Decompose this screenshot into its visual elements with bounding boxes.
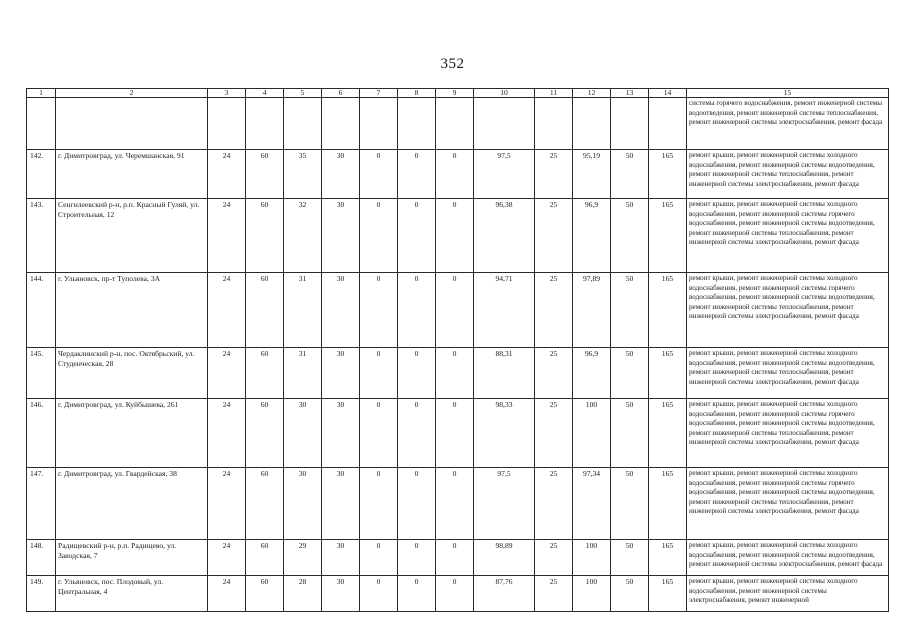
cell-c14: 165	[649, 273, 687, 348]
cell-c10: 98,89	[474, 540, 535, 576]
cell-address: г. Димитровград, ул. Черемшанская, 91	[56, 150, 208, 199]
cell-c13: 50	[611, 399, 649, 468]
cell-c3: 24	[208, 199, 246, 273]
cell-address: Чердаклинский р-н, пос. Октябрьский, ул. Студенческая, 28	[56, 348, 208, 399]
cell-c4: 60	[246, 468, 284, 540]
cell-c9: 0	[436, 468, 474, 540]
cell-c6: 30	[322, 150, 360, 199]
cell-c10: 94,71	[474, 273, 535, 348]
cell-c11: 25	[535, 199, 573, 273]
table-row	[27, 468, 889, 540]
cell-c8: 0	[398, 399, 436, 468]
cell-c11: 25	[535, 348, 573, 399]
cell-c12: 100	[573, 540, 611, 576]
cell-c3: 24	[208, 576, 246, 612]
cell-c4: 60	[246, 273, 284, 348]
column-header-9: 9	[436, 89, 474, 98]
cell-c6: 30	[322, 540, 360, 576]
table-row	[27, 150, 889, 199]
cell-c12: 100	[573, 576, 611, 612]
cell-c8: 0	[398, 348, 436, 399]
cell-c12: 96,9	[573, 348, 611, 399]
column-header-12: 12	[573, 89, 611, 98]
cell-work: ремонт крыши, ремонт инженерной системы холодного водоснабжения, ремонт инженерной системы водоотведения, ремонт инженерной системы теплоснабжения, ремонт инженерной системы электроснабжения, ремонт фасада	[687, 150, 889, 199]
column-header-14: 14	[649, 89, 687, 98]
cell-c7: 0	[360, 348, 398, 399]
cell-c7: 0	[360, 273, 398, 348]
cell-c9: 0	[436, 273, 474, 348]
cell-c13: 50	[611, 199, 649, 273]
cell-c14: 165	[649, 150, 687, 199]
cell-c10: 96,38	[474, 199, 535, 273]
cell-c5: 31	[284, 348, 322, 399]
cell-c9: 0	[436, 540, 474, 576]
cell-c12: 95,19	[573, 150, 611, 199]
column-header-13: 13	[611, 89, 649, 98]
cell-c9: 0	[436, 399, 474, 468]
cell-num: 143.	[27, 199, 56, 273]
column-header-10: 10	[474, 89, 535, 98]
cell-c8: 0	[398, 199, 436, 273]
cell-c11: 25	[535, 540, 573, 576]
column-header-4: 4	[246, 89, 284, 98]
cell-c3: 24	[208, 399, 246, 468]
cell-c5: 29	[284, 540, 322, 576]
cell-c14: 165	[649, 199, 687, 273]
column-header-11: 11	[535, 89, 573, 98]
cell-c4: 60	[246, 348, 284, 399]
cell-c3: 24	[208, 348, 246, 399]
cell-c8: 0	[398, 576, 436, 612]
table-row	[27, 273, 889, 348]
cell-c5: 30	[284, 468, 322, 540]
cell-c3: 24	[208, 150, 246, 199]
column-number-row	[27, 89, 889, 98]
cell-c11: 25	[535, 273, 573, 348]
table-row	[27, 199, 889, 273]
cell-c13: 50	[611, 540, 649, 576]
continuation-row	[27, 98, 889, 150]
cell-c5: 31	[284, 273, 322, 348]
cell-c5: 32	[284, 199, 322, 273]
cell-c12: 97,89	[573, 273, 611, 348]
cell-c5: 35	[284, 150, 322, 199]
cell-work: ремонт крыши, ремонт инженерной системы холодного водоснабжения, ремонт инженерной системы водоотведения, ремонт инженерной системы теплоснабжения, ремонт инженерной системы электроснабжения, ремонт фасада	[687, 348, 889, 399]
cell-num: 146.	[27, 399, 56, 468]
cell-work: ремонт крыши, ремонт инженерной системы холодного водоснабжения, ремонт инженерной системы горячего водоснабжения, ремонт инженерной системы водоотведения, ремонт инженерной системы теплоснабжения, ремонт инженерной системы электроснабжения, ремонт фасада	[687, 199, 889, 273]
cell-work: ремонт крыши, ремонт инженерной системы холодного водоснабжения, ремонт инженерной системы водоотведения, ремонт инженерной системы электроснабжения, ремонт фасада	[687, 540, 889, 576]
cell-num: 144.	[27, 273, 56, 348]
cell-c5: 28	[284, 576, 322, 612]
cell-c3: 24	[208, 468, 246, 540]
cell-c3: 24	[208, 540, 246, 576]
cell-address: Радищевский р-н, р.п. Радищево, ул. Заводская, 7	[56, 540, 208, 576]
cell-c13: 50	[611, 150, 649, 199]
cell-c6: 30	[322, 273, 360, 348]
cell-num: 142.	[27, 150, 56, 199]
column-header-5: 5	[284, 89, 322, 98]
cell-c4: 60	[246, 576, 284, 612]
table-row	[27, 348, 889, 399]
cell-address: г. Ульяновск, пр-т Туполева, 3А	[56, 273, 208, 348]
table-row	[27, 399, 889, 468]
cell-c9: 0	[436, 576, 474, 612]
column-header-7: 7	[360, 89, 398, 98]
column-header-8: 8	[398, 89, 436, 98]
cell-address: г. Ульяновск, пос. Плодовый, ул. Центральная, 4	[56, 576, 208, 612]
cell-c13: 50	[611, 273, 649, 348]
cell-c14: 165	[649, 348, 687, 399]
cell-num	[27, 98, 56, 150]
cell-c8: 0	[398, 273, 436, 348]
cell-c9: 0	[436, 348, 474, 399]
cell-c6: 30	[322, 576, 360, 612]
cell-address	[56, 98, 208, 150]
column-header-6: 6	[322, 89, 360, 98]
cell-num: 149.	[27, 576, 56, 612]
cell-c6: 30	[322, 348, 360, 399]
cell-c7: 0	[360, 576, 398, 612]
cell-c8: 0	[398, 540, 436, 576]
cell-c11: 25	[535, 468, 573, 540]
column-header-2: 2	[56, 89, 208, 98]
cell-c7: 0	[360, 399, 398, 468]
cell-c3: 24	[208, 273, 246, 348]
cell-num: 145.	[27, 348, 56, 399]
cell-c11: 25	[535, 399, 573, 468]
cell-c6: 30	[322, 399, 360, 468]
cell-c12: 97,34	[573, 468, 611, 540]
cell-num: 148.	[27, 540, 56, 576]
cell-c6: 30	[322, 468, 360, 540]
cell-c8: 0	[398, 468, 436, 540]
cell-c10: 97,5	[474, 150, 535, 199]
column-header-3: 3	[208, 89, 246, 98]
page-number: 352	[440, 56, 465, 72]
table-row	[27, 540, 889, 576]
cell-c14: 165	[649, 468, 687, 540]
cell-address: г. Димитровград, ул. Куйбышева, 261	[56, 399, 208, 468]
cell-c7: 0	[360, 150, 398, 199]
cell-c5: 30	[284, 399, 322, 468]
cell-c4: 60	[246, 540, 284, 576]
column-header-1: 1	[27, 89, 56, 98]
cell-work: системы горячего водоснабжения, ремонт инженерной системы водоотведения, ремонт инженерной системы теплоснабжения, ремонт инженерной системы электроснабжения, ремонт фасада	[687, 98, 889, 150]
cell-c7: 0	[360, 540, 398, 576]
cell-c11: 25	[535, 576, 573, 612]
cell-c10: 98,33	[474, 399, 535, 468]
cell-c14: 165	[649, 576, 687, 612]
cell-c12: 100	[573, 399, 611, 468]
cell-c12: 96,9	[573, 199, 611, 273]
cell-work: ремонт крыши, ремонт инженерной системы холодного водоснабжения, ремонт инженерной системы горячего водоснабжения, ремонт инженерной системы водоотведения, ремонт инженерной системы теплоснабжения, ремонт инженерной системы электроснабжения, ремонт фасада	[687, 273, 889, 348]
repair-program-table	[26, 88, 889, 612]
cell-c13: 50	[611, 576, 649, 612]
cell-address: Сенгилеевский р-н, р.п. Красный Гуляй, ул. Строительная, 12	[56, 199, 208, 273]
cell-c10: 88,31	[474, 348, 535, 399]
cell-work: ремонт крыши, ремонт инженерной системы холодного водоснабжения, ремонт инженерной системы электроснабжения, ремонт инженерной	[687, 576, 889, 612]
cell-c10: 97,5	[474, 468, 535, 540]
cell-work: ремонт крыши, ремонт инженерной системы холодного водоснабжения, ремонт инженерной системы горячего водоснабжения, ремонт инженерной системы водоотведения, ремонт инженерной системы теплоснабжения, ремонт инженерной системы электроснабжения, ремонт фасада	[687, 468, 889, 540]
cell-c10: 87,76	[474, 576, 535, 612]
cell-num: 147.	[27, 468, 56, 540]
cell-c9: 0	[436, 150, 474, 199]
cell-c13: 50	[611, 348, 649, 399]
cell-c7: 0	[360, 199, 398, 273]
table-row	[27, 576, 889, 612]
cell-c4: 60	[246, 199, 284, 273]
cell-c7: 0	[360, 468, 398, 540]
cell-c14: 165	[649, 540, 687, 576]
cell-c13: 50	[611, 468, 649, 540]
cell-c4: 60	[246, 150, 284, 199]
cell-c8: 0	[398, 150, 436, 199]
cell-address: г. Димитровград, ул. Гвардейская, 38	[56, 468, 208, 540]
cell-work: ремонт крыши, ремонт инженерной системы холодного водоснабжения, ремонт инженерной системы горячего водоснабжения, ремонт инженерной системы водоотведения, ремонт инженерной системы теплоснабжения, ремонт инженерной системы электроснабжения, ремонт фасада	[687, 399, 889, 468]
cell-c6: 30	[322, 199, 360, 273]
cell-c9: 0	[436, 199, 474, 273]
column-header-15: 15	[687, 89, 889, 98]
cell-c4: 60	[246, 399, 284, 468]
cell-c11: 25	[535, 150, 573, 199]
cell-c14: 165	[649, 399, 687, 468]
